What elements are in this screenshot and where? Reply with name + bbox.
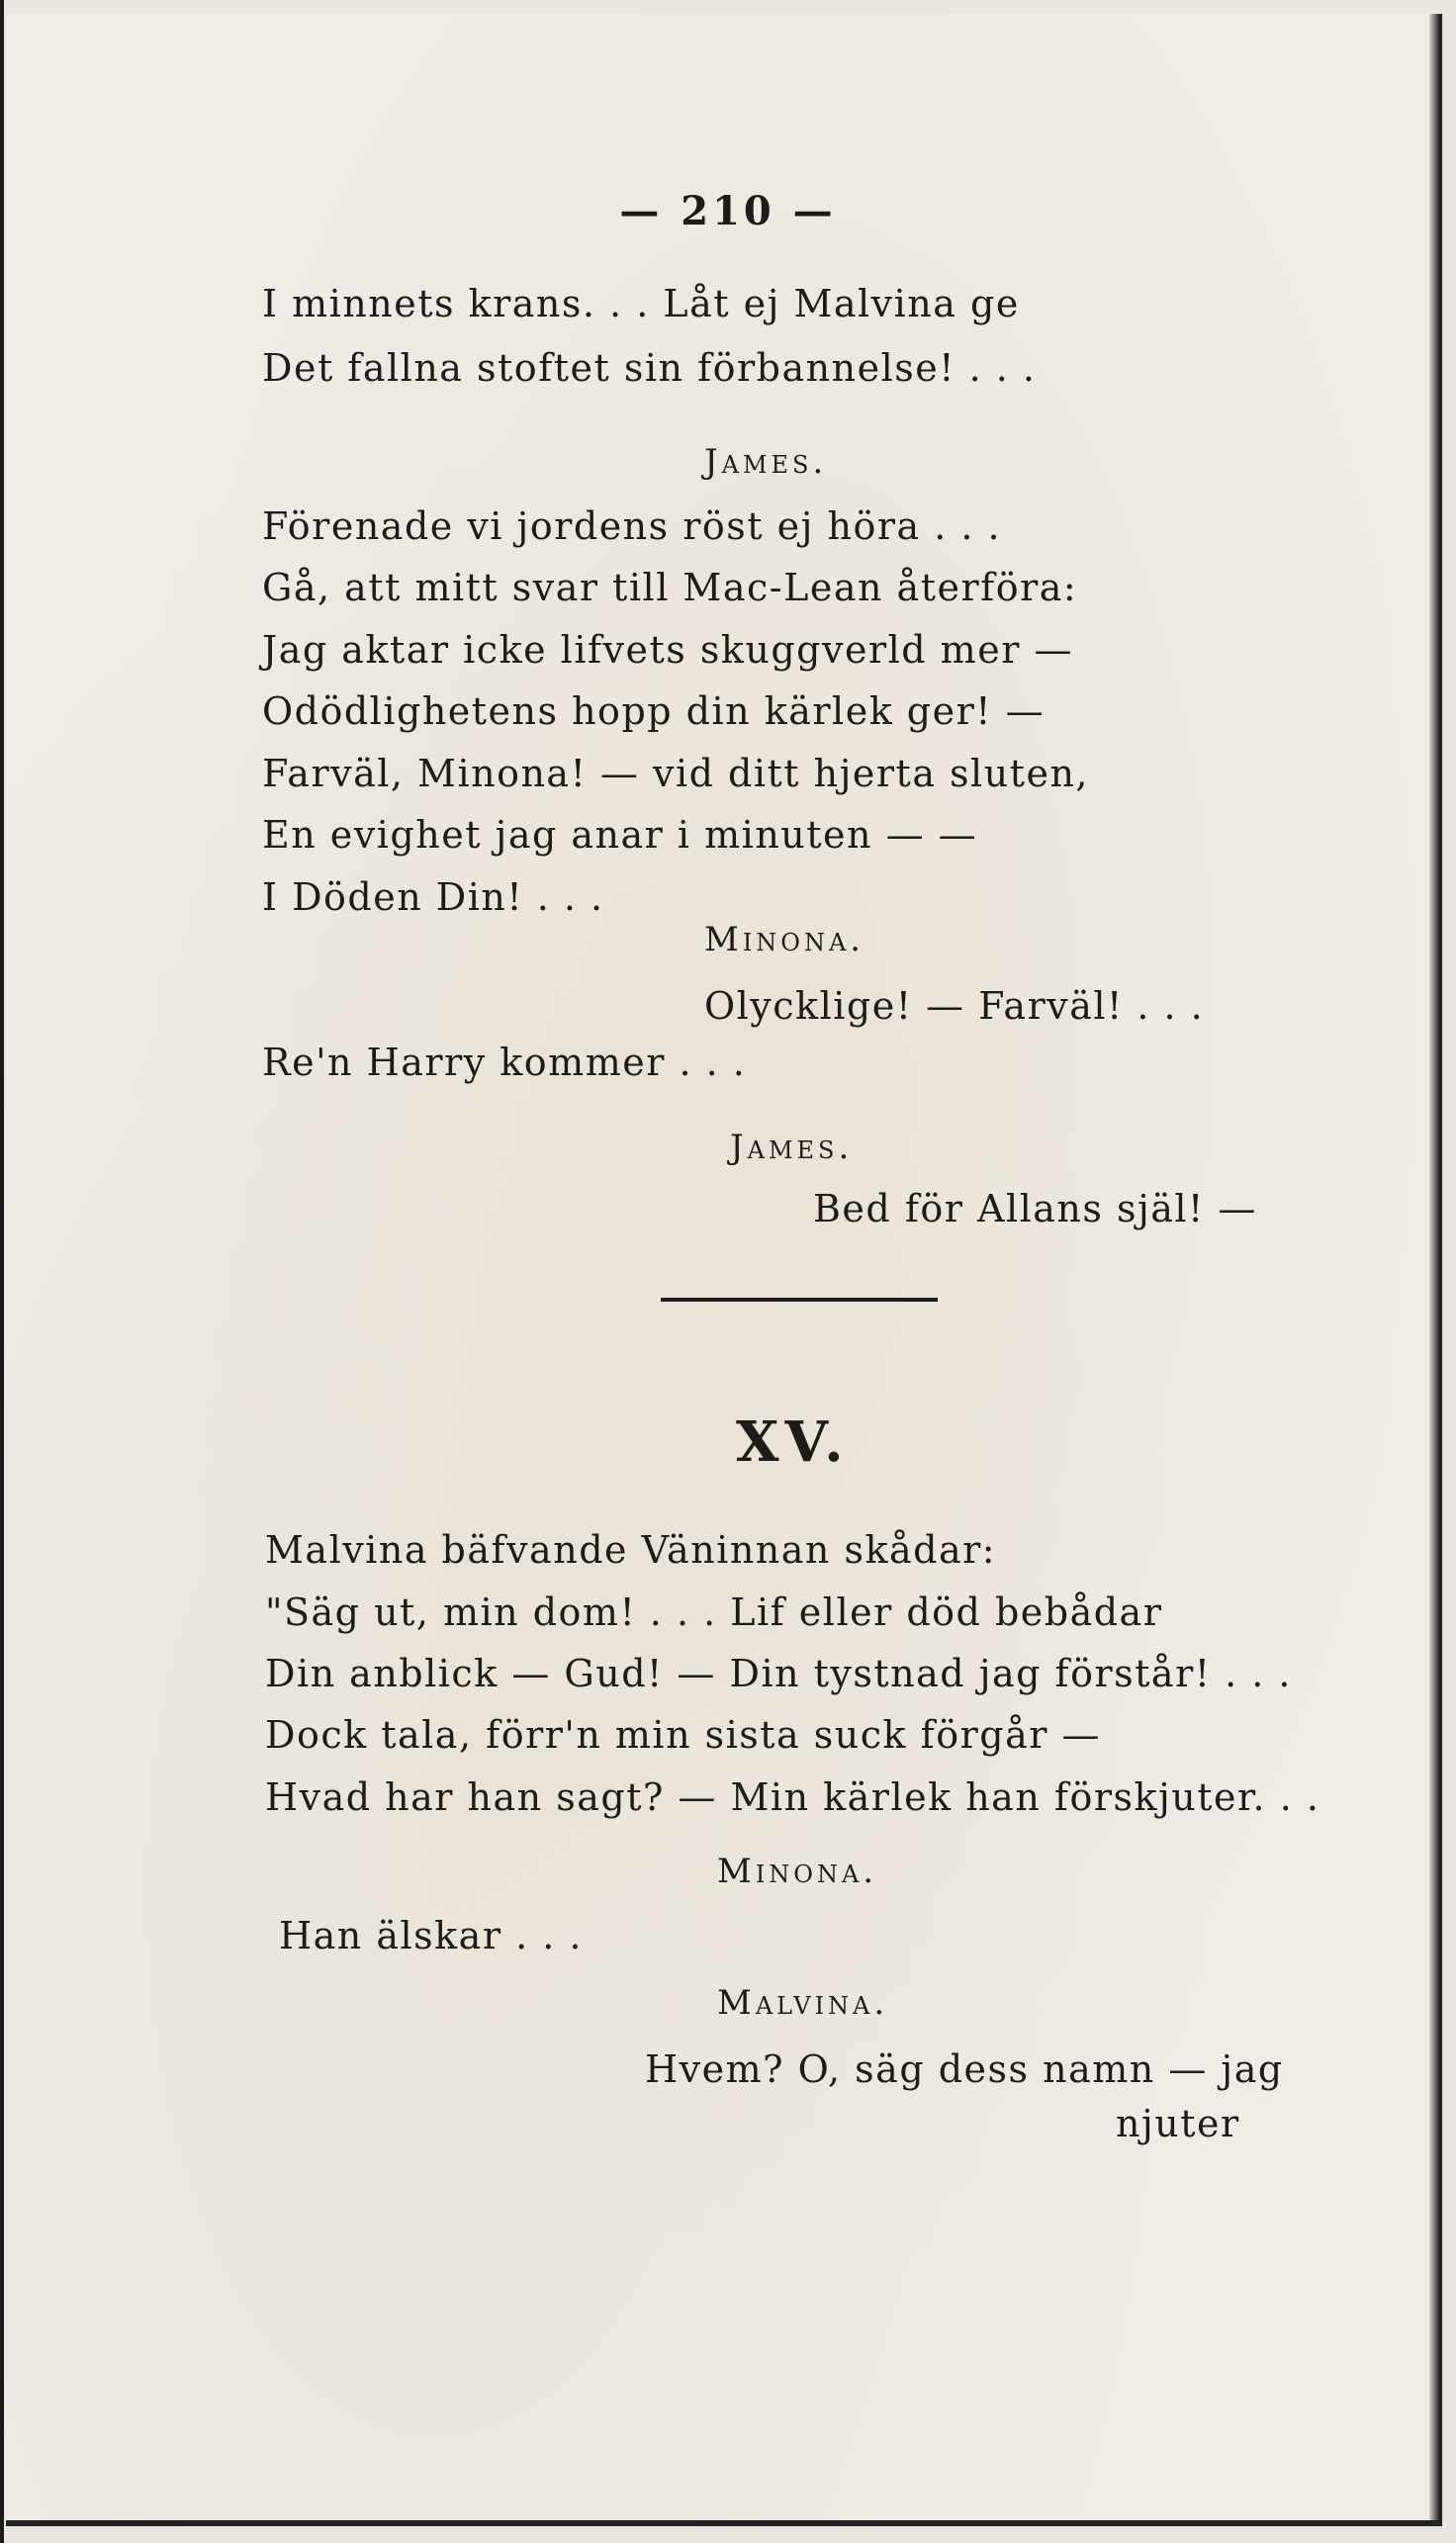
text-line: Farväl, Minona! — vid ditt hjerta sluten,	[262, 752, 1089, 795]
text-line: Dock tala, förr'n min sista suck förgår —	[265, 1713, 1101, 1757]
text-line: njuter	[1116, 2102, 1240, 2145]
text-line: "Säg ut, min dom! . . . Lif eller död bebådar	[265, 1590, 1163, 1634]
text-line: I minnets krans. . . Låt ej Malvina ge	[262, 282, 1020, 325]
speaker-name: Minona.	[717, 1852, 878, 1891]
text-line: Han älskar . . .	[279, 1914, 583, 1957]
speaker-name: James.	[730, 1128, 854, 1167]
speaker-name: Minona.	[704, 920, 865, 959]
text-line: Hvad har han sagt? — Min kärlek han förskjuter. . .	[265, 1775, 1320, 1819]
book-page	[6, 14, 1442, 2526]
text-line: Bed för Allans själ! —	[813, 1187, 1257, 1230]
text-line: En evighet jag anar i minuten — —	[262, 813, 978, 857]
text-line: Det fallna stoftet sin förbannelse! . . .	[262, 346, 1037, 390]
speaker-name: Malvina.	[717, 1983, 889, 2023]
text-line: Förenade vi jordens röst ej höra . . .	[262, 504, 1002, 548]
text-line: Din anblick — Gud! — Din tystnad jag förstår! . . .	[265, 1652, 1292, 1695]
text-line: Hvem? O, säg dess namn — jag	[645, 2047, 1284, 2091]
text-line: Olycklige! — Farväl! . . .	[704, 984, 1205, 1028]
page-number: — 210 —	[619, 188, 837, 234]
page-edge-shadow	[1429, 14, 1439, 2520]
section-divider	[661, 1298, 938, 1302]
text-line: Re'n Harry kommer . . .	[262, 1041, 747, 1084]
text-line: I Döden Din! . . .	[262, 875, 604, 919]
speaker-name: James.	[704, 442, 828, 482]
text-line: Odödlighetens hopp din kärlek ger! —	[262, 689, 1046, 733]
section-number: XV.	[736, 1409, 850, 1475]
text-line: Malvina bäfvande Väninnan skådar:	[265, 1528, 997, 1572]
text-line: Gå, att mitt svar till Mac-Lean återföra:	[262, 566, 1078, 609]
text-line: Jag aktar icke lifvets skuggverld mer —	[262, 628, 1073, 672]
